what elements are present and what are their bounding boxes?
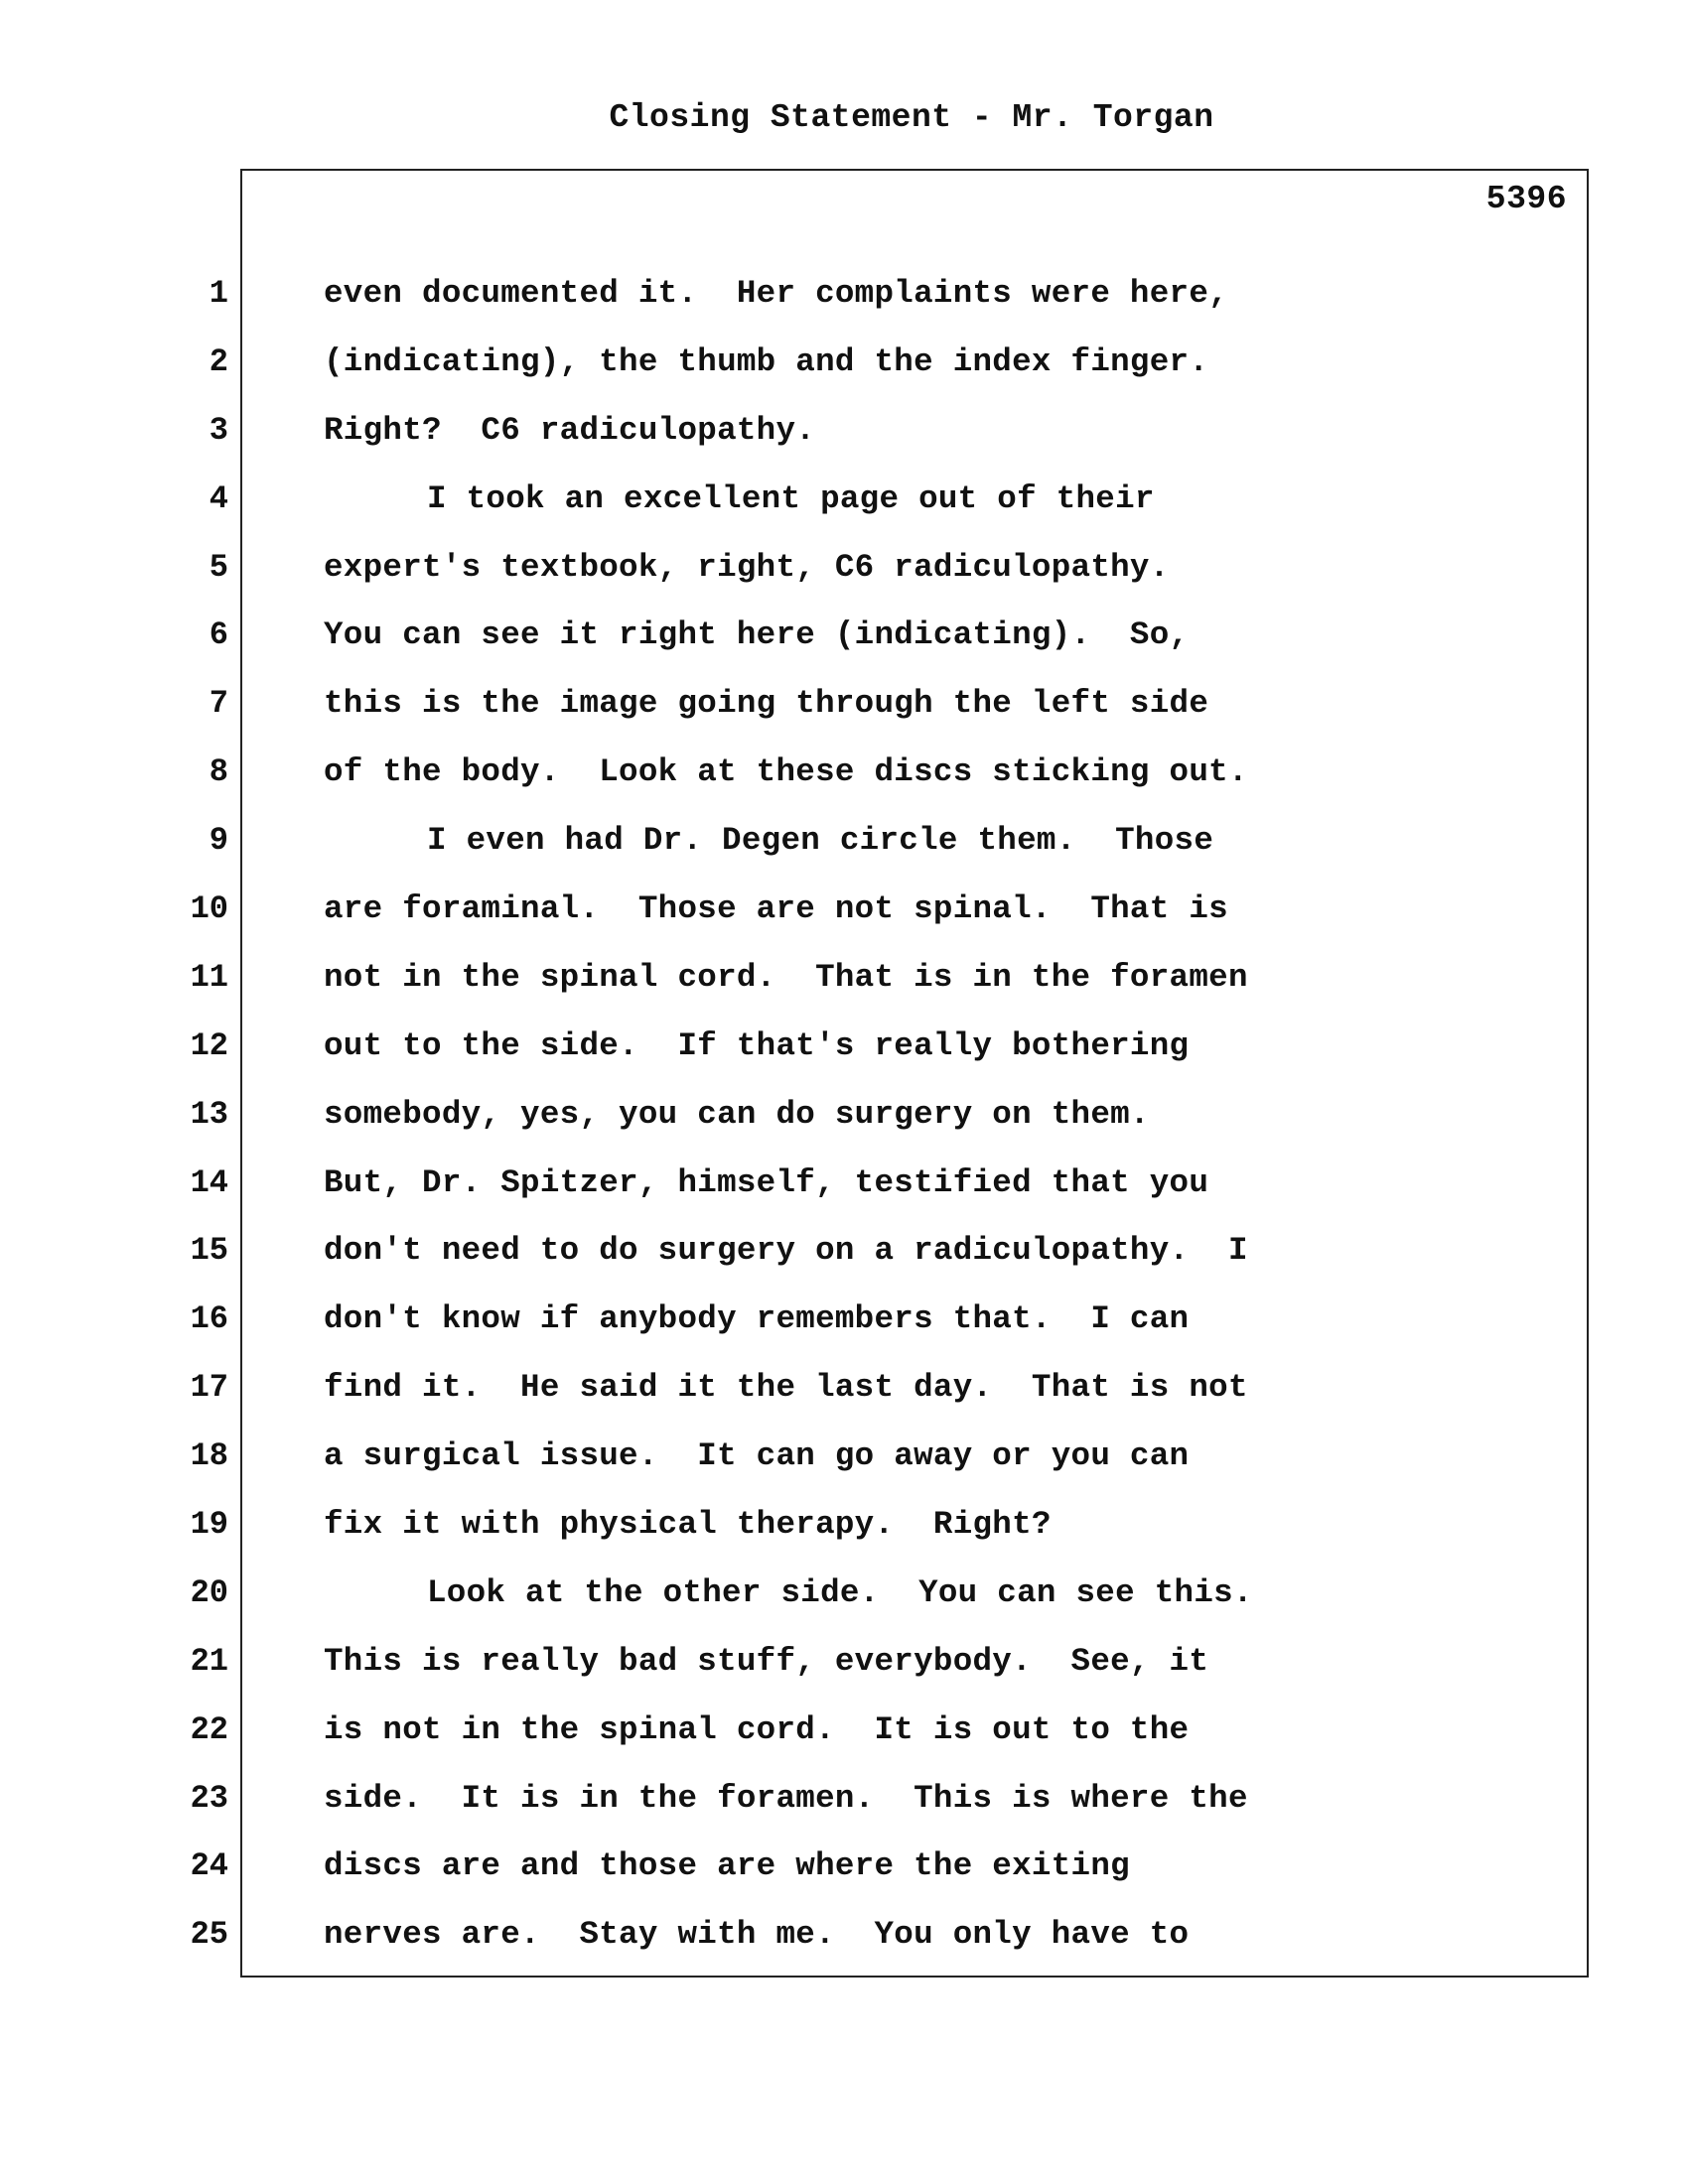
line-number: 3 bbox=[209, 411, 228, 449]
transcript-line: Look at the other side. You can see this. bbox=[427, 1573, 1253, 1611]
line-number: 15 bbox=[190, 1232, 228, 1270]
transcript-line: a surgical issue. It can go away or you can bbox=[324, 1437, 1190, 1475]
transcript-line: Right? C6 radiculopathy. bbox=[324, 411, 816, 449]
transcript-line: not in the spinal cord. That is in the foramen bbox=[324, 958, 1248, 996]
page-number: 5396 bbox=[1485, 181, 1567, 217]
transcript-line: this is the image going through the left side bbox=[324, 685, 1209, 723]
line-number: 8 bbox=[209, 753, 228, 791]
page-header-title: Closing Statement - Mr. Torgan bbox=[609, 99, 1214, 136]
line-number: 17 bbox=[190, 1369, 228, 1407]
transcript-line: But, Dr. Spitzer, himself, testified that you bbox=[324, 1163, 1209, 1201]
line-number: 24 bbox=[190, 1847, 228, 1885]
transcript-line: is not in the spinal cord. It is out to the bbox=[324, 1710, 1190, 1748]
transcript-line: out to the side. If that's really bothering bbox=[324, 1026, 1190, 1064]
transcript-line: side. It is in the foramen. This is where the bbox=[324, 1779, 1248, 1817]
line-number: 11 bbox=[190, 958, 228, 996]
line-number: 18 bbox=[190, 1437, 228, 1475]
line-number: 14 bbox=[190, 1163, 228, 1201]
line-number: 7 bbox=[209, 685, 228, 723]
transcript-text bbox=[324, 274, 1366, 1983]
line-number: 22 bbox=[190, 1710, 228, 1748]
transcript-line: I took an excellent page out of their bbox=[427, 479, 1155, 517]
transcript-line: nerves are. Stay with me. You only have to bbox=[324, 1916, 1190, 1954]
line-number: 23 bbox=[190, 1779, 228, 1817]
transcript-line: somebody, yes, you can do surgery on them. bbox=[324, 1095, 1150, 1133]
line-number: 2 bbox=[209, 342, 228, 380]
line-number: 16 bbox=[190, 1300, 228, 1338]
line-number: 1 bbox=[209, 275, 228, 312]
transcript-line: of the body. Look at these discs sticking out. bbox=[324, 753, 1248, 791]
line-number: 12 bbox=[190, 1026, 228, 1064]
line-number: 25 bbox=[190, 1916, 228, 1954]
line-number: 6 bbox=[209, 616, 228, 654]
transcript-line: expert's textbook, right, C6 radiculopathy. bbox=[324, 548, 1170, 586]
transcript-line: discs are and those are where the exiting bbox=[324, 1847, 1130, 1885]
transcript-line: don't know if anybody remembers that. I can bbox=[324, 1300, 1190, 1338]
line-number: 20 bbox=[190, 1573, 228, 1611]
transcript-line: even documented it. Her complaints were here, bbox=[324, 275, 1228, 312]
line-number: 9 bbox=[209, 822, 228, 860]
line-number: 21 bbox=[190, 1642, 228, 1680]
line-number: 19 bbox=[190, 1506, 228, 1544]
transcript-line: don't need to do surgery on a radiculopathy. I bbox=[324, 1232, 1248, 1270]
transcript-line: This is really bad stuff, everybody. See, it bbox=[324, 1642, 1209, 1680]
transcript-line: are foraminal. Those are not spinal. That is bbox=[324, 890, 1228, 928]
line-number: 10 bbox=[190, 890, 228, 928]
line-number-column bbox=[149, 274, 228, 1983]
line-number: 4 bbox=[209, 479, 228, 517]
line-number: 13 bbox=[190, 1095, 228, 1133]
transcript-line: fix it with physical therapy. Right? bbox=[324, 1506, 1052, 1544]
transcript-line: (indicating), the thumb and the index finger. bbox=[324, 342, 1209, 380]
line-number: 5 bbox=[209, 548, 228, 586]
transcript-line: I even had Dr. Degen circle them. Those bbox=[427, 822, 1214, 860]
transcript-line: You can see it right here (indicating). So, bbox=[324, 616, 1190, 654]
transcript-line: find it. He said it the last day. That is not bbox=[324, 1369, 1248, 1407]
